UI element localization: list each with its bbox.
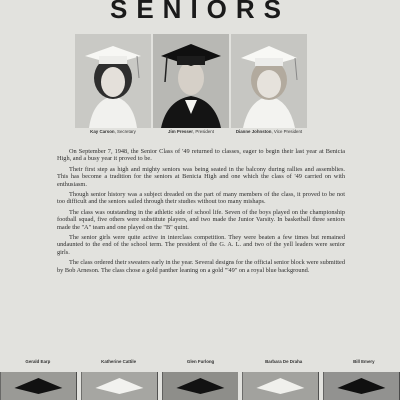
senior-name: Bill Emery — [353, 359, 375, 364]
paragraph: The senior girls were quite active in interclass competition. They were beaten a few times but remained undaunted to the end of the school term. The president of the G. A. L. and two of the yell leaders were senior girls. — [57, 234, 345, 256]
officer-role: Vice President — [273, 129, 303, 134]
officer-portraits — [75, 34, 307, 128]
senior-name: Gerald Earp — [25, 359, 51, 364]
officer-name: Kay Carson — [90, 129, 115, 134]
officer-caption: Jim Presser, President — [168, 129, 214, 134]
senior-portrait — [242, 372, 319, 400]
senior-portrait — [81, 372, 158, 400]
officer-caption: Kay Carson, Secretary — [90, 129, 136, 134]
officer-captions — [75, 129, 307, 134]
portrait-vice-president — [231, 34, 307, 128]
portrait-photo — [231, 34, 307, 128]
senior-name: Glen Furlong — [186, 359, 215, 364]
senior-name-labels — [0, 359, 400, 364]
portrait-photo — [162, 372, 239, 400]
paragraph: The class ordered their sweaters early in the year. Several designs for the official senior block were submitted by Bob Arneson. The class chose a gold panther leaning on a gold "'49" on a royal blue background. — [57, 259, 345, 274]
portrait-secretary — [75, 34, 151, 128]
senior-portrait-row — [0, 372, 400, 400]
portrait-photo — [242, 372, 319, 400]
senior-portrait — [323, 372, 400, 400]
senior-portrait — [0, 372, 77, 400]
class-history-text — [57, 148, 345, 277]
page-title: SENIORS — [109, 0, 291, 24]
senior-name: Barbara De Draha — [265, 359, 303, 364]
portrait-president — [153, 34, 229, 128]
officer-name: Dianne Johnston — [235, 129, 272, 134]
officer-name: Jim Presser — [168, 129, 193, 134]
portrait-photo — [81, 372, 158, 400]
paragraph: On September 7, 1948, the Senior Class of '49 returned to classes, eager to begin their last year at Benicia High, and a busy year it proved to be. — [57, 148, 345, 163]
portrait-photo — [153, 34, 229, 128]
portrait-photo — [75, 34, 151, 128]
portrait-photo — [323, 372, 400, 400]
officer-role: Secretary — [117, 129, 136, 134]
portrait-photo — [0, 372, 77, 400]
paragraph: Though senior history was a subject dreaded on the part of many members of the class, it proved to be not too difficult and the seniors sailed through their studies without too many mishaps. — [57, 191, 345, 206]
senior-portrait — [162, 372, 239, 400]
senior-name: Katherine Cattile — [101, 359, 137, 364]
officer-caption: Dianne Johnston, Vice President — [235, 129, 303, 134]
officer-role: President — [195, 129, 214, 134]
paragraph: Their first step as high and mighty seniors was being seated in the balcony during rallies and assemblies. This has become a tradition for the seniors at Benicia High and one which the class of '49 carried on with enthusiasm. — [57, 165, 345, 188]
paragraph: The class was outstanding in the athletic side of school life. Seven of the boys played on the championship football squad, five others were substitute players, and two made the Junior Varsity. In basketball three seniors made the "A" team and one played on the "B" quint. — [57, 208, 345, 231]
